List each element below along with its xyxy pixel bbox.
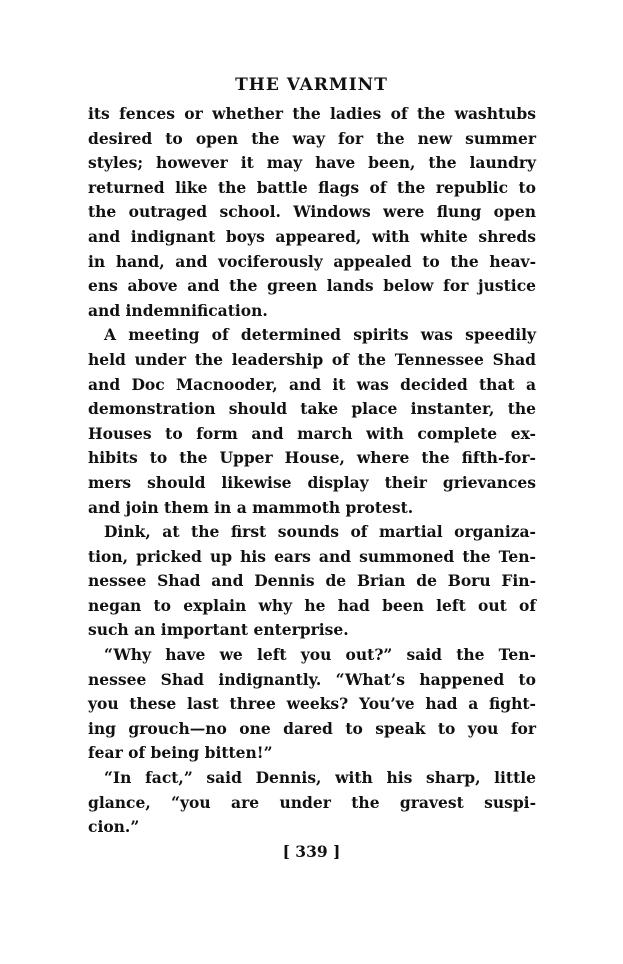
text-line: glance, “you are under the gravest suspi- bbox=[88, 792, 536, 812]
text-line: nessee Shad and Dennis de Brian de Boru Fin- bbox=[88, 571, 536, 591]
text-line: and Doc Macnooder, and it was decided that a bbox=[88, 374, 536, 394]
page-number: [ 339 ] bbox=[282, 842, 341, 861]
text-line: you these last three weeks? You’ve had a fight- bbox=[88, 694, 536, 714]
body-text bbox=[88, 102, 536, 840]
text-line: and join them in a mammoth protest. bbox=[88, 497, 414, 517]
text-line: such an important enterprise. bbox=[88, 620, 349, 640]
text-line: ing grouch—no one dared to speak to you for bbox=[88, 718, 536, 738]
text-line: its fences or whether the ladies of the washtubs bbox=[88, 104, 536, 123]
text-line: “Why have we left you out?” said the Ten- bbox=[104, 645, 536, 665]
text-line: nessee Shad indignantly. “What’s happened to bbox=[88, 669, 536, 689]
text-line: A meeting of determined spirits was speedily bbox=[104, 325, 536, 345]
text-line: hibits to the Upper House, where the fifth-for- bbox=[88, 448, 536, 468]
text-line: fear of being bitten!” bbox=[88, 743, 273, 763]
text-line: desired to open the way for the new summer bbox=[88, 128, 536, 148]
text-line: and indemnification. bbox=[88, 300, 268, 320]
running-head: THE VARMINT bbox=[235, 75, 388, 95]
text-line: ens above and the green lands below for justice bbox=[88, 276, 536, 296]
text-line: Dink, at the first sounds of martial organiza- bbox=[104, 522, 536, 542]
text-line: mers should likewise display their grievances bbox=[88, 472, 536, 492]
text-line: demonstration should take place instanter, the bbox=[88, 399, 536, 419]
text-line: and indignant boys appeared, with white shreds bbox=[88, 226, 536, 246]
text-line: styles; however it may have been, the laundry bbox=[88, 153, 536, 173]
text-line: in hand, and vociferously appealed to the heav- bbox=[88, 251, 536, 271]
text-line: cion.” bbox=[88, 817, 140, 837]
text-line: tion, pricked up his ears and summoned the Ten- bbox=[88, 546, 536, 566]
text-line: the outraged school. Windows were flung open bbox=[88, 202, 536, 222]
text-line: held under the leadership of the Tennessee Shad bbox=[88, 349, 536, 369]
text-line: returned like the battle flags of the republic to bbox=[88, 177, 536, 197]
text-line: “In fact,” said Dennis, with his sharp, little bbox=[104, 768, 536, 788]
text-line: negan to explain why he had been left out of bbox=[88, 595, 536, 615]
text-line: Houses to form and march with complete ex- bbox=[88, 423, 536, 443]
